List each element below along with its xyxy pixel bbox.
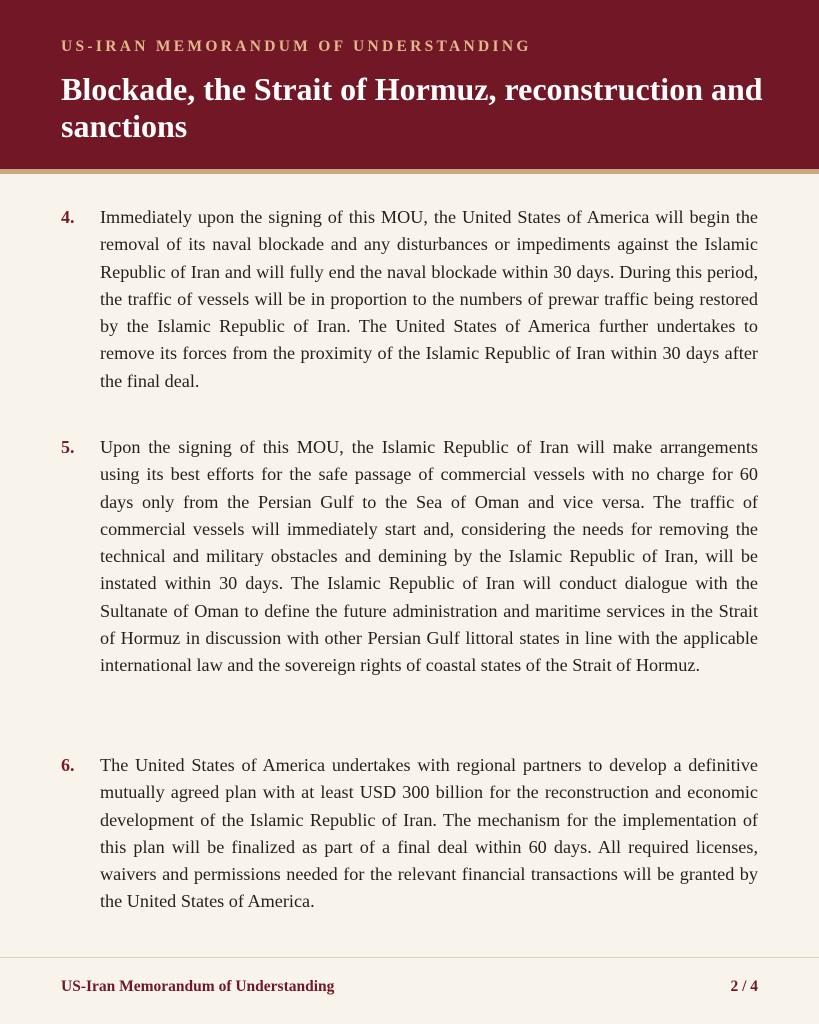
clause-item [61, 204, 758, 434]
clause-number: 4. [61, 207, 75, 227]
document-kicker: US-IRAN MEMORANDUM OF UNDERSTANDING [61, 38, 532, 55]
footer-divider [0, 957, 819, 958]
clause-number: 6. [61, 755, 75, 775]
footer-document-title: US-Iran Memorandum of Understanding [61, 978, 335, 995]
clause-text: Immediately upon the signing of this MOU, the United States of America will begin the removal of its naval blockade and any disturbances or impediments against the Islamic Republic of Iran and will fully end the naval blockade within 30 days. During this period, the traffic of vessels will be in proportion to the numbers of prewar traffic being restored by the Islamic Republic of Iran. The United States of America further undertakes to remove its forces from the proximity of the Islamic Republic of Iran within 30 days after the final deal. [100, 207, 758, 391]
clause-list [61, 204, 758, 916]
header-divider [0, 169, 819, 174]
page-number: 2 / 4 [730, 978, 758, 995]
clause-number: 5. [61, 437, 75, 457]
clause-text: The United States of America undertakes with regional partners to develop a definitive mutually agreed plan with at least USD 300 billion for the reconstruction and economic development of the Islamic Republic of Iran. The mechanism for the implementation of this plan will be finalized as part of a final deal within 60 days. All required licenses, waivers and permissions needed for the relevant financial transactions will be granted by the United States of America. [100, 755, 758, 912]
page-title: Blockade, the Strait of Hormuz, reconstruction and sanctions [61, 71, 763, 144]
clause-item [61, 752, 758, 916]
clause-text: Upon the signing of this MOU, the Islamic Republic of Iran will make arrangements using its best efforts for the safe passage of commercial vessels with no charge for 60 days only from the Persian Gulf to the Sea of Oman and vice versa. The traffic of commercial vessels will immediately start and, considering the needs for removing the technical and military obstacles and demining by the Islamic Republic of Iran, will be instated within 30 days. The Islamic Republic of Iran will conduct dialogue with the Sultanate of Oman to define the future administration and maritime services in the Strait of Hormuz in discussion with other Persian Gulf littoral states in line with the applicable international law and the sovereign rights of coastal states of the Strait of Hormuz. [100, 437, 758, 676]
header-banner [0, 0, 819, 169]
clause-item [61, 434, 758, 752]
